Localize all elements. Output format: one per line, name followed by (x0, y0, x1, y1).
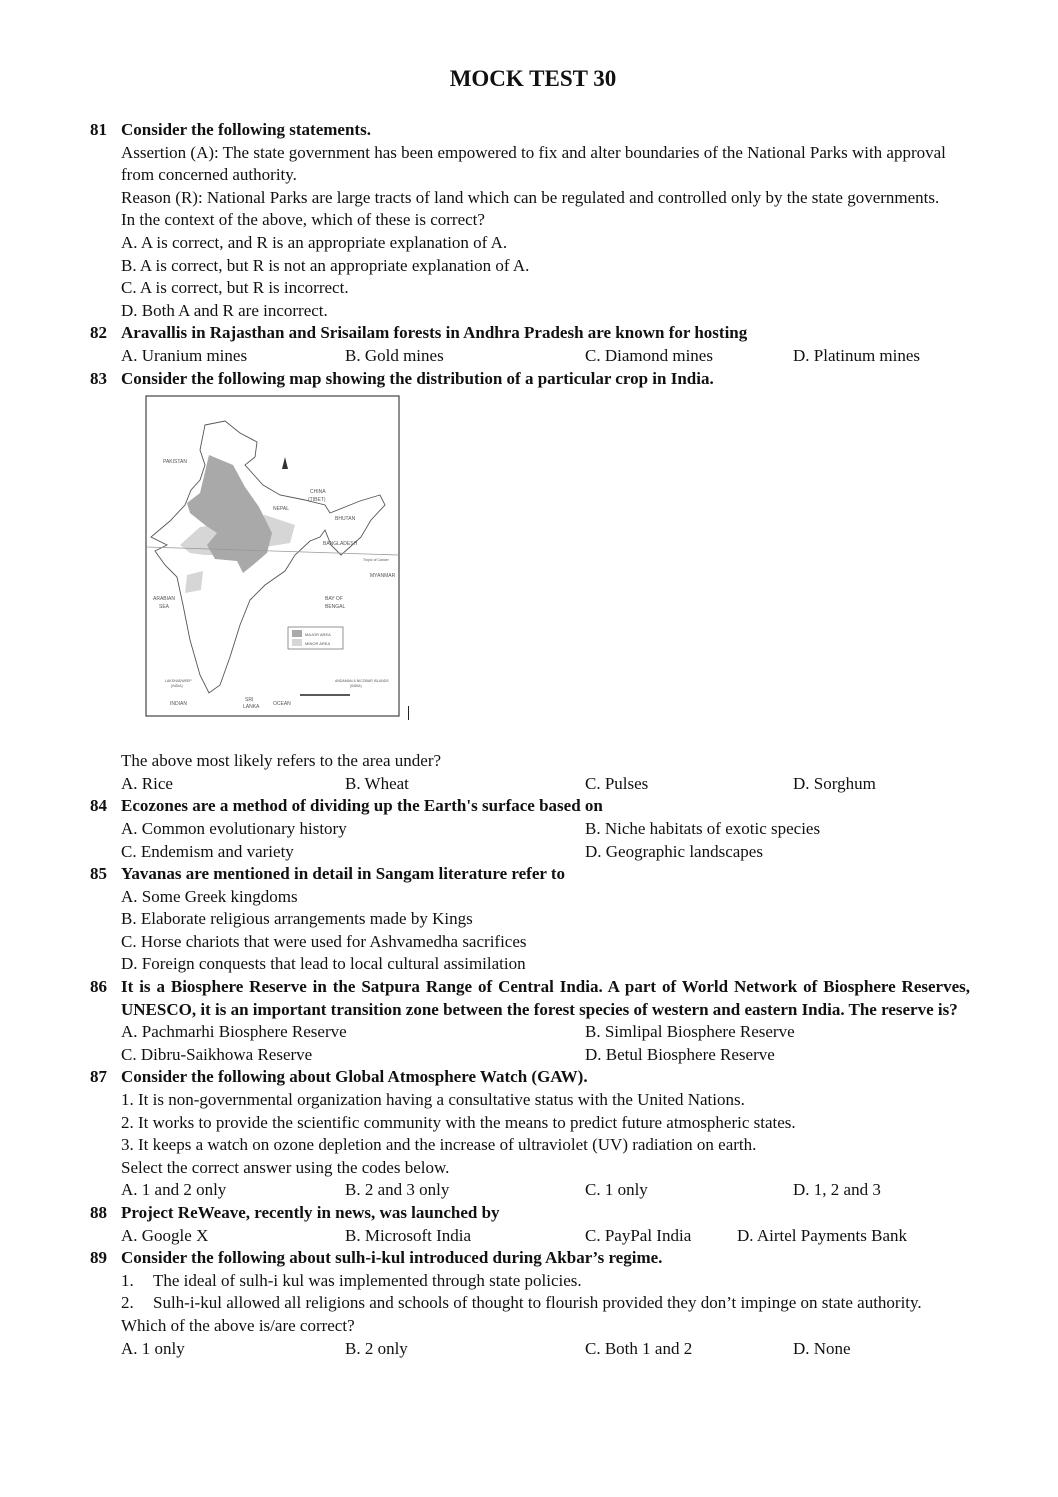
option-b: B. Microsoft India (345, 1225, 472, 1245)
statement-number: 2. (121, 1293, 134, 1313)
question-line: Reason (R): National Parks are large tracts of land which can be regulated and controlled only by the state governments. (121, 187, 940, 207)
page-title: MOCK TEST 30 (449, 66, 617, 91)
question-83 (90, 368, 970, 796)
india-crop-map (145, 395, 400, 717)
question-body (121, 1270, 970, 1360)
option-a: A. Rice (121, 773, 173, 793)
option-d: D. 1, 2 and 3 (793, 1180, 881, 1200)
option-c: C. Both 1 and 2 (585, 1338, 693, 1358)
question-line: D. Foreign conquests that lead to local cultural assimilation (121, 954, 526, 974)
question-body (121, 818, 970, 863)
map-label: SEA (159, 604, 170, 611)
question-line: B. Elaborate religious arrangements made by Kings (121, 909, 473, 929)
question-line: A. A is correct, and R is an appropriate explanation of A. (121, 232, 508, 252)
option-a: A. 1 and 2 only (121, 1180, 227, 1200)
question-line: The above most likely refers to the area under? (121, 751, 442, 771)
map-label: OCEAN (273, 701, 291, 708)
question-82 (90, 322, 970, 367)
option-b: B. 2 only (345, 1338, 408, 1358)
option-b: B. 2 and 3 only (345, 1180, 450, 1200)
map-label: ARABIAN (153, 596, 175, 603)
option-c: C. Pulses (585, 773, 649, 793)
option-a: A. Common evolutionary history (121, 818, 347, 838)
option-c: C. Dibru-Saikhowa Reserve (121, 1044, 313, 1064)
question-line: D. Both A and R are incorrect. (121, 300, 328, 320)
question-85 (90, 863, 970, 976)
map-label: BAY OF (325, 596, 343, 603)
map-label: Tropic of Cancer (363, 558, 389, 563)
question-number: 87 (90, 1067, 107, 1087)
option-a: A. 1 only (121, 1338, 185, 1358)
question-text: Consider the following map showing the distribution of a particular crop in India. (121, 368, 714, 388)
question-body (121, 1089, 970, 1202)
question-number: 84 (90, 796, 107, 816)
option-a: A. Uranium mines (121, 345, 248, 365)
question-line: Which of the above is/are correct? (121, 1315, 355, 1335)
question-header (90, 322, 970, 345)
question-body (121, 390, 970, 795)
question-list (90, 119, 970, 1360)
question-text: Aravallis in Rajasthan and Srisailam forests in Andhra Pradesh are known for hosting (121, 323, 748, 343)
option-d: D. Geographic landscapes (585, 841, 763, 861)
option-c: C. 1 only (585, 1180, 648, 1200)
question-text: Ecozones are a method of dividing up the Earth's surface based on (121, 796, 603, 816)
question-88 (90, 1202, 970, 1247)
question-text: Project ReWeave, recently in news, was launched by (121, 1203, 500, 1222)
question-line: 3. It keeps a watch on ozone depletion and the increase of ultraviolet (UV) radiation on earth. (121, 1135, 757, 1155)
question-body (121, 886, 970, 976)
map-figure (121, 390, 970, 750)
option-d: D. Sorghum (793, 773, 876, 793)
question-header (90, 976, 970, 1021)
options-row (121, 345, 970, 368)
option-b: B. Gold mines (345, 345, 444, 365)
map-label: INDIAN (170, 701, 187, 708)
option-d: D. Airtel Payments Bank (737, 1225, 907, 1245)
map-label: BANGLADESH (323, 541, 358, 548)
option-c: C. PayPal India (585, 1225, 692, 1245)
options-row (121, 1179, 970, 1202)
map-label: BHUTAN (335, 516, 356, 523)
option-a: A. Google X (121, 1225, 209, 1245)
question-number: 82 (90, 323, 107, 343)
question-line: C. A is correct, but R is incorrect. (121, 278, 349, 298)
question-body (121, 142, 970, 323)
map-image (145, 395, 400, 717)
question-89 (90, 1247, 970, 1360)
map-label: (TIBET) (308, 497, 326, 504)
question-number: 86 (90, 977, 107, 997)
question-84 (90, 795, 970, 863)
question-number: 85 (90, 864, 107, 884)
question-text: Consider the following about Global Atmosphere Watch (GAW). (121, 1067, 588, 1087)
map-divider (408, 706, 409, 720)
map-label: ANDAMAN & NICOBAR ISLANDS (335, 679, 389, 684)
option-c: C. Diamond mines (585, 345, 713, 365)
question-body (121, 1225, 970, 1248)
question-number: 83 (90, 368, 107, 388)
statement-text: The ideal of sulh-i kul was implemented through state policies. (153, 1270, 582, 1290)
options-row (121, 1225, 970, 1248)
map-label: (INDIA) (171, 684, 183, 689)
legend-label-major: MAJOR AREA (305, 632, 331, 638)
question-line: B. A is correct, but R is not an appropriate explanation of A. (121, 255, 530, 275)
question-header (90, 1066, 970, 1089)
map-label: NEPAL (273, 506, 290, 513)
legend-swatch-minor (292, 639, 302, 646)
question-header (90, 1247, 970, 1270)
question-87 (90, 1066, 970, 1202)
question-body (121, 345, 970, 368)
option-c: C. Endemism and variety (121, 841, 294, 861)
map-label: (INDIA) (350, 684, 362, 689)
question-line: Assertion (A): The state government has been empowered to fix and alter boundaries of the National Parks with approval from concerned authority. (121, 142, 946, 185)
map-label: LANKA (243, 704, 260, 711)
option-d: D. None (793, 1338, 851, 1358)
question-line: In the context of the above, which of these is correct? (121, 210, 485, 230)
options-row (121, 1338, 970, 1361)
map-label: LAKSHADWEEP (165, 679, 192, 684)
legend-label-minor: MINOR AREA (305, 641, 331, 647)
map-label: PAKISTAN (163, 459, 187, 466)
question-text: Consider the following statements. (121, 120, 371, 139)
statement-text: Sulh-i-kul allowed all religions and schools of thought to flourish provided they don’t impinge on state authority. (153, 1293, 922, 1313)
question-86 (90, 976, 970, 1066)
question-header (90, 1202, 970, 1225)
question-line: Select the correct answer using the codes below. (121, 1157, 450, 1177)
question-text: Yavanas are mentioned in detail in Sangam literature refer to (121, 864, 566, 884)
question-number: 88 (90, 1203, 107, 1222)
question-text: Consider the following about sulh-i-kul introduced during Akbar’s regime. (121, 1248, 663, 1268)
question-header (90, 795, 970, 818)
option-a: A. Pachmarhi Biosphere Reserve (121, 1022, 347, 1042)
question-line: A. Some Greek kingdoms (121, 886, 298, 906)
options-row (121, 773, 970, 796)
question-text: It is a Biosphere Reserve in the Satpura Range of Central India. A part of World Network of Biosphere Reserves, UNESCO, it is an important transition zone between the forest species of western and eastern India. The reserve is? (121, 977, 970, 1019)
option-b: B. Wheat (345, 773, 409, 793)
question-line: 2. It works to provide the scientific community with the means to predict future atmospheric states. (121, 1112, 796, 1132)
map-label: MYANMAR (370, 573, 396, 580)
map-label: BENGAL (325, 604, 346, 611)
question-81 (90, 119, 970, 322)
option-b: B. Niche habitats of exotic species (585, 818, 821, 838)
option-d: D. Betul Biosphere Reserve (585, 1044, 775, 1064)
question-header (90, 119, 970, 142)
question-header (90, 863, 970, 886)
statement-number: 1. (121, 1270, 134, 1290)
question-header (90, 368, 970, 391)
statement (121, 1292, 970, 1315)
option-d: D. Platinum mines (793, 345, 921, 365)
map-label: SRI (245, 697, 254, 704)
options-grid (121, 818, 970, 863)
options-grid (121, 1021, 970, 1066)
question-line: C. Horse chariots that were used for Ashvamedha sacrifices (121, 931, 527, 951)
question-line: 1. It is non-governmental organization having a consultative status with the United Nations. (121, 1090, 745, 1110)
option-b: B. Simlipal Biosphere Reserve (585, 1022, 795, 1042)
question-number: 89 (90, 1248, 107, 1268)
legend-swatch-major (292, 630, 302, 637)
statement (121, 1270, 970, 1293)
question-body (121, 1021, 970, 1066)
map-label: CHINA (310, 489, 326, 496)
question-number: 81 (90, 120, 107, 139)
